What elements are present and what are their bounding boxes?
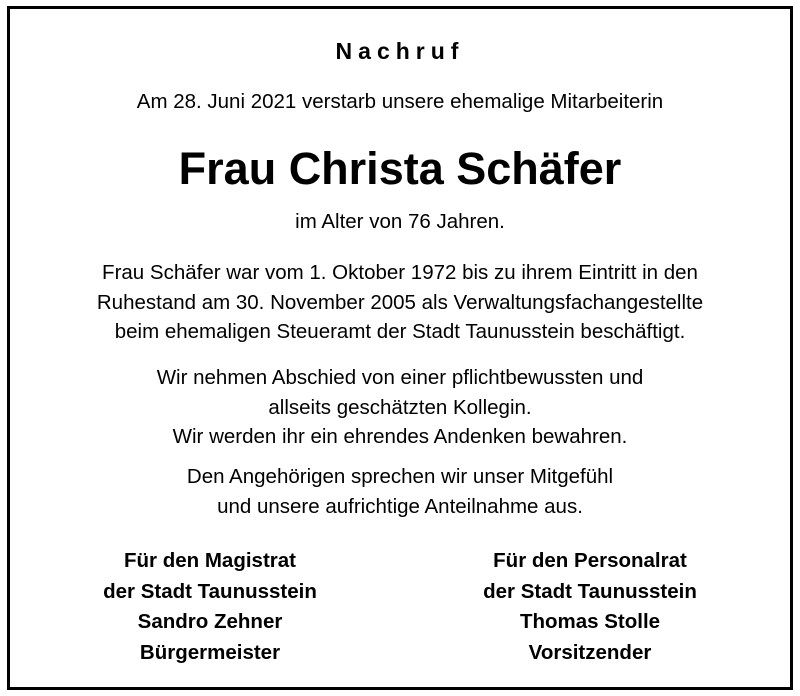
obituary-frame — [7, 6, 793, 690]
condolence-paragraph — [10, 462, 790, 521]
farewell-line: allseits geschätzten Kollegin. — [268, 395, 532, 419]
signature-line: Für den Magistrat — [124, 549, 296, 572]
signature-line: der Stadt Taunusstein — [483, 579, 697, 603]
intro-text: Am 28. Juni 2021 verstarb unsere ehemalige Mitarbeiterin — [136, 90, 664, 113]
farewell-line: Wir nehmen Abschied von einer pflichtbewussten und — [156, 366, 644, 389]
signature-magistrat — [50, 546, 370, 668]
farewell-paragraph — [10, 363, 790, 452]
farewell-line: Wir werden ihr ein ehrendes Andenken bewahren. — [172, 425, 628, 448]
obituary-heading: Nachruf — [335, 38, 465, 64]
signatory-name: Sandro Zehner — [137, 610, 283, 633]
biography-line: Ruhestand am 30. November 2005 als Verwaltungsfachangestellte — [96, 290, 704, 314]
age-text: im Alter von 76 Jahren. — [295, 210, 505, 233]
signatory-role: Bürgermeister — [139, 640, 281, 664]
biography-paragraph — [10, 258, 790, 347]
biography-line: Frau Schäfer war vom 1. Oktober 1972 bis zu ihrem Eintritt in den — [102, 261, 698, 284]
signatory-name: Thomas Stolle — [519, 610, 661, 633]
signature-line: der Stadt Taunusstein — [103, 579, 317, 603]
signatory-role: Vorsitzender — [528, 640, 652, 664]
signature-line: Für den Personalrat — [493, 549, 687, 572]
condolence-line: Den Angehörigen sprechen wir unser Mitgefühl — [186, 465, 614, 488]
signature-personalrat — [430, 546, 750, 668]
biography-line: beim ehemaligen Steueramt der Stadt Taunusstein beschäftigt. — [114, 320, 686, 343]
deceased-name: Frau Christa Schäfer — [178, 143, 622, 194]
condolence-line: und unsere aufrichtige Anteilnahme aus. — [217, 494, 583, 518]
